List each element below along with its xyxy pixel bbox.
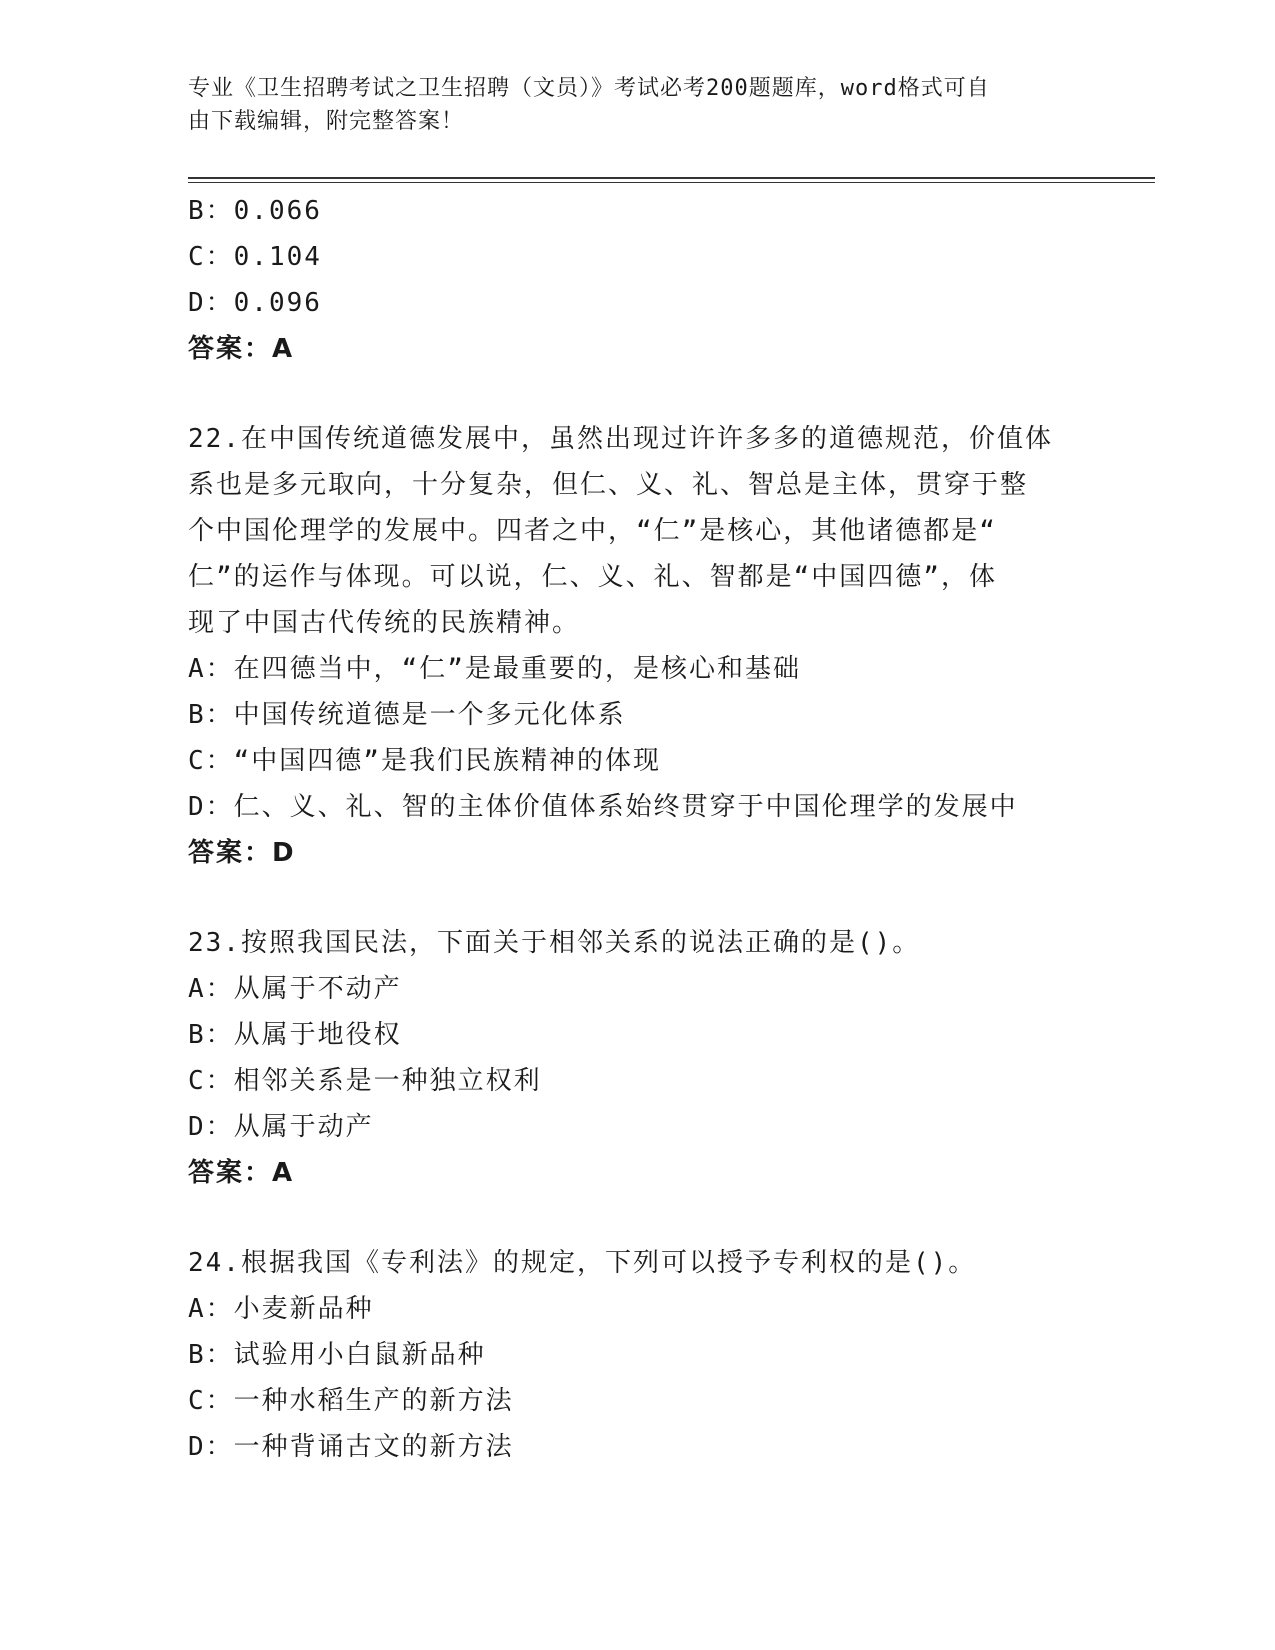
q23-option-a: A：从属于不动产 <box>188 974 402 1004</box>
spacer <box>188 1196 1088 1240</box>
q23-option-d: D：从属于动产 <box>188 1112 374 1142</box>
question-21-tail <box>188 188 1088 372</box>
question-content <box>188 188 1088 1470</box>
q23-stem: 23.按照我国民法，下面关于相邻关系的说法正确的是()。 <box>188 928 921 958</box>
q22-stem-line: 22.在中国传统道德发展中，虽然出现过许许多多的道德规范，价值体 <box>188 424 1053 454</box>
header-line-2: 由下载编辑，附完整答案！ <box>188 109 465 134</box>
q21-answer: 答案：A <box>188 334 295 364</box>
q24-option-a: A：小麦新品种 <box>188 1294 374 1324</box>
q24-option-d: D：一种背诵古文的新方法 <box>188 1432 514 1462</box>
q23-option-b: B：从属于地役权 <box>188 1020 402 1050</box>
spacer <box>188 372 1088 416</box>
document-header <box>188 72 1068 138</box>
q22-option-a: A：在四德当中，“仁”是最重要的，是核心和基础 <box>188 654 801 684</box>
q24-option-b: B：试验用小白鼠新品种 <box>188 1340 486 1370</box>
q21-option-b: B：0.066 <box>188 196 322 226</box>
q24-stem: 24.根据我国《专利法》的规定，下列可以授予专利权的是()。 <box>188 1248 977 1278</box>
q21-option-c: C：0.104 <box>188 242 322 272</box>
question-22 <box>188 416 1088 876</box>
q22-stem-line: 个中国伦理学的发展中。四者之中，“仁”是核心，其他诸德都是“ <box>188 516 997 546</box>
header-divider-thick <box>188 177 1155 179</box>
question-24 <box>188 1240 1088 1470</box>
q23-answer: 答案：A <box>188 1158 295 1188</box>
q22-option-b: B：中国传统道德是一个多元化体系 <box>188 700 626 730</box>
spacer <box>188 876 1088 920</box>
q22-answer: 答案：D <box>188 838 296 868</box>
q21-option-d: D：0.096 <box>188 288 322 318</box>
q22-stem-line: 现了中国古代传统的民族精神。 <box>188 608 581 638</box>
header-divider-thin <box>188 182 1155 183</box>
question-23 <box>188 920 1088 1196</box>
q22-option-c: C：“中国四德”是我们民族精神的体现 <box>188 746 661 776</box>
q23-option-c: C：相邻关系是一种独立权利 <box>188 1066 542 1096</box>
q22-option-d: D：仁、义、礼、智的主体价值体系始终贯穿于中国伦理学的发展中 <box>188 792 1018 822</box>
header-line-1: 专业《卫生招聘考试之卫生招聘（文员）》考试必考200题题库，word格式可自 <box>188 76 990 101</box>
q22-stem-line: 仁”的运作与体现。可以说，仁、义、礼、智都是“中国四德”，体 <box>188 562 997 592</box>
q24-option-c: C：一种水稻生产的新方法 <box>188 1386 514 1416</box>
q22-stem-line: 系也是多元取向，十分复杂，但仁、义、礼、智总是主体，贯穿于整 <box>188 470 1029 500</box>
